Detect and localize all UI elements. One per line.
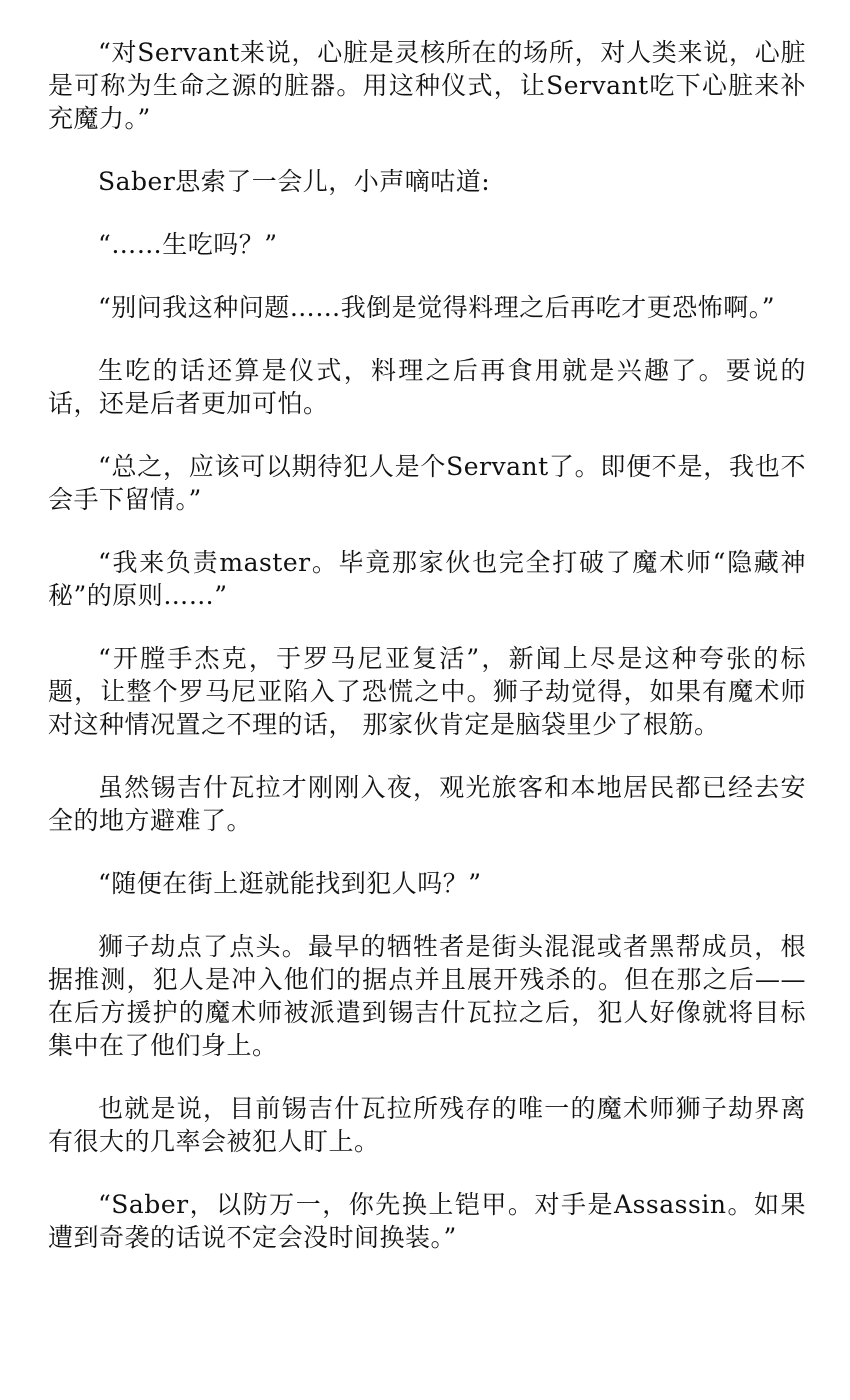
- paragraph-2: Saber思索了一会儿，小声嘀咕道:: [98, 167, 491, 196]
- paragraph-1: “对Servant来说，心脏是灵核所在的场所，对人类来说，心脏是可称为生命之源的脏器。用这种仪式，让Servant吃下心脏来补充魔力。”: [48, 38, 806, 133]
- paragraph-6: “总之，应该可以期待犯人是个Servant了。即便不是，我也不会手下留情。”: [48, 452, 806, 514]
- paragraph-5: 生吃的话还算是仪式，料理之后再食用就是兴趣了。要说的话，还是后者更加可怕。: [48, 356, 806, 418]
- paragraph-13: “Saber，以防万一，你先换上铠甲。对手是Assassin。如果遭到奇袭的话说不定会没时间换装。”: [48, 1190, 806, 1252]
- paragraph-3: “……生吃吗？”: [98, 230, 278, 259]
- paragraph-9: 虽然锡吉什瓦拉才刚刚入夜，观光旅客和本地居民都已经去安全的地方避难了。: [48, 773, 806, 835]
- paragraph-12: 也就是说，目前锡吉什瓦拉所残存的唯一的魔术师狮子劫界离有很大的几率会被犯人盯上。: [48, 1094, 806, 1156]
- paragraph-7: “我来负责master。毕竟那家伙也完全打破了魔术师“隐藏神秘”的原则……”: [48, 548, 806, 610]
- paragraph-8: “开膛手杰克，于罗马尼亚复活”，新闻上尽是这种夸张的标题，让整个罗马尼亚陷入了恐慌之中。狮子劫觉得，如果有魔术师对这种情况置之不理的话， 那家伙肯定是脑袋里少了根筋。: [48, 644, 806, 739]
- paragraph-10: “随便在街上逛就能找到犯人吗？”: [98, 869, 482, 898]
- paragraph-11: 狮子劫点了点头。最早的牺牲者是街头混混或者黑帮成员，根据推测，犯人是冲入他们的据点并且展开残杀的。但在那之后——在后方援护的魔术师被派遣到锡吉什瓦拉之后，犯人好像就将目标集中在了他们身上。: [48, 932, 806, 1060]
- paragraph-4: “别问我这种问题……我倒是觉得料理之后再吃才更恐怖啊。”: [98, 293, 776, 322]
